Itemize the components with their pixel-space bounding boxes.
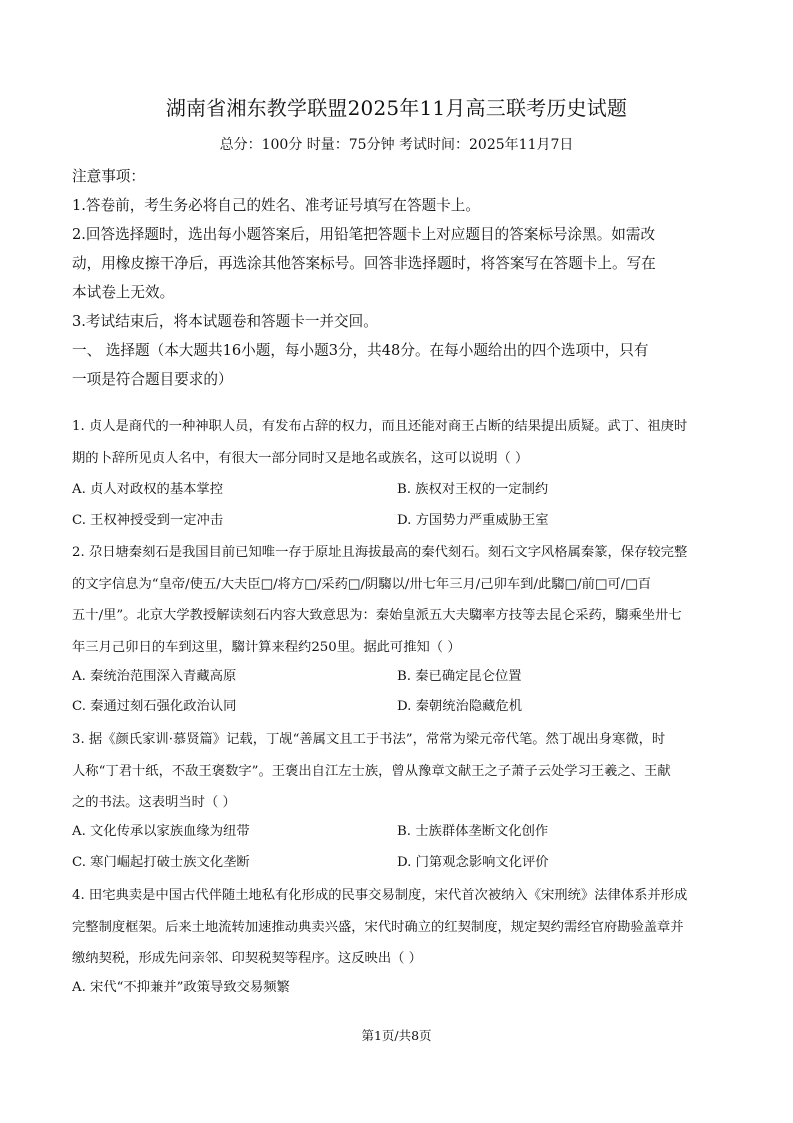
question-2-line-3: 五十/里”。北京大学教授解读刻石内容大致意思为：秦始皇派五大夫騶率方技等去昆仑采药，騶乘坐卅七 [72, 608, 682, 623]
question-4-line-2: 完整制度框架。后来土地流转加速推动典卖兴盛，宋代时确立的红契制度，规定契约需经官府勘验盖章并 [72, 919, 684, 935]
question-1 [72, 411, 724, 474]
q3-option-d: D. 门第观念影响文化评价 [397, 855, 549, 870]
question-4 [72, 880, 724, 975]
question-2-line-4: 年三月己卯日的车到这里，騶计算来程约250里。据此可推知（ ） [72, 639, 461, 655]
q2-option-d: D. 秦朝统治隐藏危机 [397, 699, 523, 714]
question-4-line-3: 缴纳契税，形成先问亲邻、印契税契等程序。这反映出（ ） [72, 951, 422, 966]
exam-info: 总分：100分 时量：75分钟 考试时间：2025年11月7日 [219, 137, 574, 153]
q1-option-a: A. 贞人对政权的基本掌控 [72, 482, 224, 497]
question-3-line-2: 人称“丁君十纸，不敌王褒数字”。王褒出自江左士族，曾从豫章文献王之子萧子云处学习王羲之、王献 [72, 763, 671, 779]
notice-section [72, 162, 724, 394]
section-heading-line-1: 一、 选择题（本大题共16小题，每小题3分，共48分。在每小题给出的四个选项中，只有 [72, 342, 649, 359]
question-1-line-1: 1. 贞人是商代的一种神职人员，有发布占辞的权力，而且还能对商王占断的结果提出质疑。武丁、祖庚时 [72, 419, 688, 434]
question-3-line-1: 3. 据《颜氏家训·慕贤篇》记载，丁觇“善属文且工于书法”，常常为梁元帝代笔。然丁觇出身寒微，时 [72, 732, 666, 747]
question-2 [72, 537, 724, 663]
notice-item-2-line-2: 动，用橡皮擦干净后，再选涂其他答案标号。回答非选择题时，将答案写在答题卡上。写在 [72, 255, 656, 272]
q1-option-d: D. 方国势力严重威胁王室 [397, 513, 549, 528]
page-footer: 第1页/共8页 [361, 1028, 432, 1043]
question-3-line-3: 之的书法。这表明当时（ ） [72, 795, 236, 810]
question-3 [72, 724, 724, 819]
q3-option-a: A. 文化传承以家族血缘为纽带 [72, 824, 250, 839]
notice-item-2-line-3: 本试卷上无效。 [72, 284, 175, 301]
q3-option-b: B. 士族群体垄断文化创作 [397, 824, 549, 839]
q4-option-a: A. 宋代“不抑兼并”政策导致交易频繁 [72, 980, 290, 995]
q2-option-c: C. 秦通过刻石强化政治认同 [72, 699, 237, 714]
q1-option-c: C. 王权神授受到一定冲击 [72, 513, 224, 528]
question-1-line-2: 期的卜辞所见贞人名中，有很大一部分同时又是地名或族名，这可以说明（ ） [72, 450, 529, 466]
q2-option-a: A. 秦统治范围深入青藏高原 [72, 669, 237, 684]
q2-option-b: B. 秦已确定昆仑位置 [397, 669, 522, 684]
q3-option-c: C. 寒门崛起打破士族文化垄断 [72, 855, 250, 870]
question-2-line-2: 的文字信息为“皇帝/使五/大夫臣□/将方□/采药□/阴騶以/卅七年三月/己卯车到/此騶□/前□可/□百 [72, 576, 652, 592]
section-heading-line-2: 一项是符合题目要求的） [72, 371, 233, 388]
page-title: 湖南省湘东教学联盟2025年11月高三联考历史试题 [165, 96, 628, 120]
question-4-line-1: 4. 田宅典卖是中国古代伴随土地私有化形成的民事交易制度，宋代首次被纳入《宋刑统》法律体系并形成 [72, 888, 688, 903]
question-2-line-1: 2. 尕日塘秦刻石是我国目前已知唯一存于原址且海拔最高的秦代刻石。刻石文字风格属秦篆，保存较完整 [72, 545, 688, 560]
notice-item-1: 1.答卷前，考生务必将自己的姓名、准考证号填写在答题卡上。 [72, 197, 480, 214]
q1-option-b: B. 族权对王权的一定制约 [397, 482, 549, 497]
notice-item-2-line-1: 2.回答选择题时，选出每小题答案后，用铅笔把答题卡上对应题目的答案标号涂黑。如需改 [72, 226, 656, 243]
notice-heading: 注意事项： [72, 168, 145, 185]
notice-item-3: 3.考试结束后，将本试题卷和答题卡一并交回。 [72, 313, 378, 330]
